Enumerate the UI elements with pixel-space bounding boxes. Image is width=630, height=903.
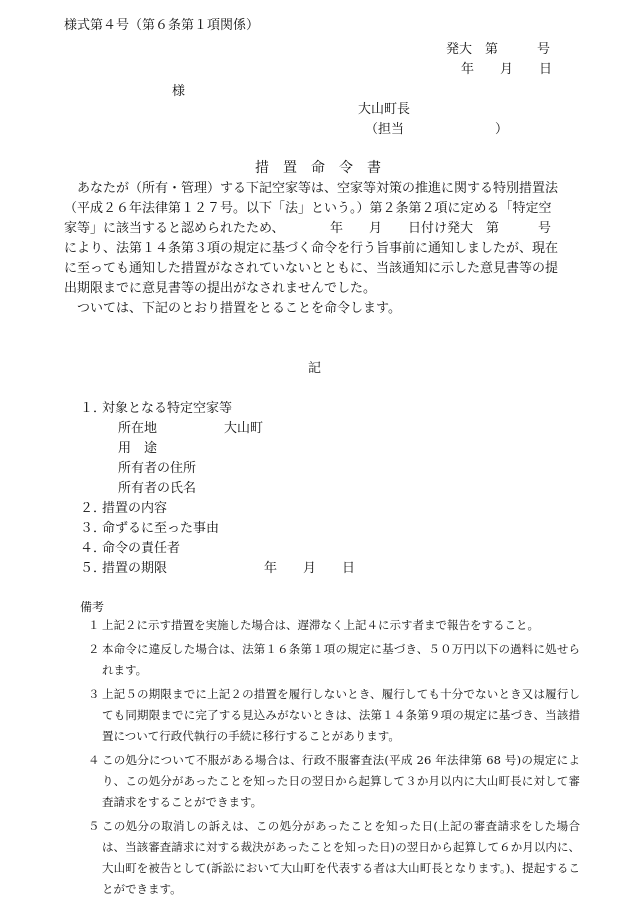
item-3 [80, 517, 219, 536]
remark-number: ５ [88, 819, 100, 833]
item-label: 命令の責任者 [102, 541, 181, 556]
remark-text: この処分について不服がある場合は、行政不服審査法(平成 26 年法律第 68 号)の規定により、この処分があったことを知った日の翌日から起算して３か月以内に大山町長に対して審査請求をすることができます。 [102, 753, 580, 809]
remark-text: この処分の取消しの訴えは、この処分があったことを知った日(上記の審査請求をした場合は、当該審査請求に対する裁決があったことを知った日)の翌日から起算して６か月以内に、大山町を被告として(訴訟において大山町を代表する者は大山町長となります。)、提起することができます。 [102, 819, 580, 896]
remark-number: ４ [88, 753, 100, 767]
remark-item [80, 750, 580, 813]
location-value: 大山町 [224, 421, 264, 436]
item-5 [80, 557, 167, 576]
deadline-date: 年 月 日 [264, 561, 356, 576]
item-number: １． [80, 401, 107, 416]
item-label: 措置の内容 [102, 501, 168, 516]
ki-heading: 記 [308, 361, 322, 376]
remark-item [80, 816, 580, 900]
remark-number: ３ [88, 687, 100, 701]
owner-address-label: 所有者の住所 [118, 461, 197, 476]
body-text [64, 179, 574, 319]
remarks-list [80, 615, 580, 903]
item-label: 命ずるに至った事由 [102, 521, 220, 536]
item-number: ５． [80, 561, 107, 576]
form-number: 様式第４号（第６条第１項関係） [64, 18, 260, 33]
item-number: ４． [80, 541, 107, 556]
document-number: 発大 第 号 [446, 42, 551, 57]
remark-text: 本命令に違反した場合は、法第１６条第１項の規定に基づき、５０万円以下の過料に処せられます。 [102, 642, 580, 677]
body-line: ついては、下記のとおり措置をとることを命令します。 [64, 301, 401, 316]
item-label: 対象となる特定空家等 [102, 401, 233, 416]
item-4 [80, 537, 180, 556]
item-number: ２． [80, 501, 107, 516]
remark-item [80, 684, 580, 747]
item-number: ３． [80, 521, 107, 536]
addressee-suffix: 様 [172, 84, 186, 99]
item-1 [80, 397, 232, 416]
remark-text: 上記５の期限までに上記２の措置を履行しないとき、履行しても十分でないとき又は履行しても同期限までに完了する見込みがないときは、法第１４条第９項の規定に基づき、当該措置について行政代執行の手続に移行することがあります。 [102, 687, 580, 743]
item-label: 措置の期限 [102, 561, 168, 576]
body-line: 家等」に該当すると認められたため、 年 月 日付け発大 第 号 [64, 221, 551, 236]
body-line: あなたが（所有・管理）する下記空家等は、空家等対策の推進に関する特別措置法 [64, 181, 559, 196]
remark-item [80, 639, 580, 681]
location-label: 所在地 [118, 421, 158, 436]
remarks-heading: 備考 [80, 600, 105, 614]
body-line: （平成２６年法律第１２７号。以下「法」という。）第２条第２項に定める「特定空 [64, 201, 552, 216]
issue-date: 年 月 日 [461, 62, 553, 77]
usage-label: 用 途 [118, 441, 158, 456]
issuer-name: 大山町長 [358, 102, 411, 117]
owner-name-label: 所有者の氏名 [118, 481, 197, 496]
remark-item [80, 615, 580, 636]
remark-text: 上記２に示す措置を実施した場合は、遅滞なく上記４に示す者まで報告をすること。 [102, 618, 539, 632]
contact-person: （担当 ） [365, 122, 509, 137]
remark-number: ２ [88, 642, 100, 656]
body-line: に至っても通知した措置がなされていないとともに、当該通知に示した意見書等の提 [64, 261, 559, 276]
body-line: により、法第１４条第３項の規定に基づく命令を行う旨事前に通知しましたが、現在 [64, 241, 559, 256]
body-line: 出期限までに意見書等の提出がなされませんでした。 [64, 281, 377, 296]
remark-number: １ [88, 618, 100, 632]
item-2 [80, 497, 167, 516]
document-title: 措 置 命 令 書 [255, 160, 381, 176]
